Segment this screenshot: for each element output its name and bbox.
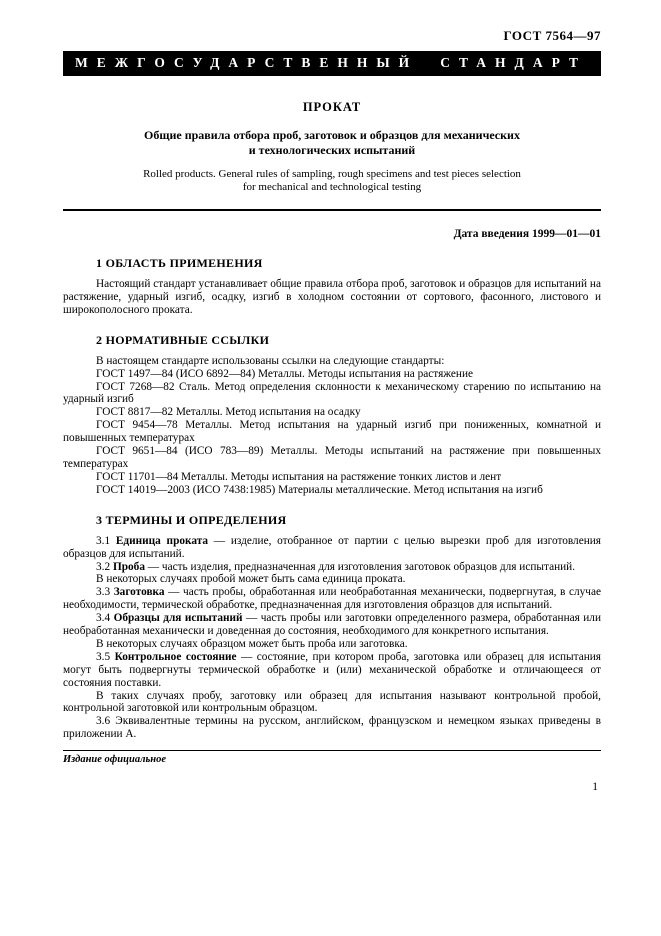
english-title-line-1: Rolled products. General rules of sampling, rough specimens and test pieces selection (143, 168, 521, 180)
term-name: Образцы для испытаний (113, 612, 243, 625)
term-definition: — часть пробы или заготовки определенного размера, обработанная или необработанная механически и доведенная до состояния, необходимого для конкретного испытания. (63, 612, 601, 638)
term-paragraph-3-6: 3.6 Эквивалентные термины на русском, английском, французском и немецком языках приведены в приложении А. (63, 715, 601, 741)
reference-item: ГОСТ 7268—82 Сталь. Метод определения склонности к механическому старению по испытанию на ударный изгиб (63, 380, 601, 406)
page-number: 1 (592, 781, 598, 794)
term-name: Заготовка (113, 586, 165, 599)
header-divider (63, 209, 601, 211)
document-title: ПРОКАТ (302, 100, 362, 114)
subtitle-line-1: Общие правила отбора проб, заготовок и образцов для механических (144, 128, 520, 142)
term-paragraph-3-3 (63, 586, 601, 612)
term-name: Проба (112, 560, 145, 573)
reference-item: ГОСТ 14019—2003 (ИСО 7438:1985) Материалы металлические. Метод испытания на изгиб (96, 483, 543, 496)
section-1-heading: 1 ОБЛАСТЬ ПРИМЕНЕНИЯ (96, 256, 263, 270)
english-title (63, 168, 601, 194)
term-note: В таких случаях пробу, заготовку или образец для испытания называют контрольной пробой, контрольной заготовкой или контрольным образцом. (63, 689, 601, 715)
banner-word-1: МЕЖГОСУДАРСТВЕННЫЙ (75, 55, 419, 70)
section-2-intro: В настоящем стандарте использованы ссылки на следующие стандарты: (96, 354, 445, 367)
term-paragraph-3-5 (63, 651, 601, 690)
term-number: 3.5 (96, 650, 115, 663)
standard-banner (63, 51, 601, 76)
reference-item: ГОСТ 9454—78 Металлы. Метод испытания на ударный изгиб при пониженных, комнатной и повышенных температурах (63, 419, 601, 445)
term-number: 3.1 (96, 534, 116, 547)
term-definition: — состояние, при котором проба, заготовка или образец для испытания могут быть подвергнуты термической обработке и (или) механической обработке и отличающееся от состояния поставки. (63, 650, 601, 689)
term-name: Контрольное состояние (114, 650, 237, 663)
page-footer (63, 750, 601, 765)
reference-item: ГОСТ 1497—84 (ИСО 6892—84) Металлы. Методы испытания на растяжение (96, 367, 474, 380)
term-paragraph-3-1 (63, 535, 601, 561)
section-1-paragraph: Настоящий стандарт устанавливает общие правила отбора проб, заготовок и образцов для испытаний на растяжение, ударный изгиб, осадку, изгиб в холодном состоянии от сортового, фасонного, листового и широкополосного проката. (63, 278, 601, 316)
official-edition-note: Издание официальное (63, 754, 167, 766)
term-note: В некоторых случаях образцом может быть проба или заготовка. (96, 637, 408, 650)
english-title-line-2: for mechanical and technological testing (242, 181, 422, 193)
term-note: В некоторых случаях пробой может быть сама единица проката. (96, 573, 406, 586)
term-paragraph-3-2 (63, 561, 601, 574)
reference-item: ГОСТ 8817—82 Металлы. Метод испытания на осадку (96, 406, 361, 419)
term-definition: — часть изделия, предназначенная для изготовления заготовок образцов для испытаний. (144, 560, 576, 573)
reference-item: ГОСТ 11701—84 Металлы. Методы испытания на растяжение тонких листов и лент (96, 470, 502, 483)
subtitle-line-2: и технологических испытаний (248, 143, 416, 157)
term-definition: — изделие, отобранное от партии с целью вырезки проб для изготовления образцов для испытаний. (63, 534, 601, 560)
section-3-heading: 3 ТЕРМИНЫ И ОПРЕДЕЛЕНИЯ (96, 512, 287, 527)
section-2-heading: 2 НОРМАТИВНЫЕ ССЫЛКИ (96, 332, 270, 347)
term-number: 3.4 (96, 612, 114, 625)
term-number: 3.2 (96, 560, 113, 573)
doc-number: ГОСТ 7564—97 (503, 28, 601, 43)
term-name: Единица проката (115, 534, 209, 547)
reference-item: ГОСТ 9651—84 (ИСО 783—89) Металлы. Методы испытаний на растяжение при повышенных температурах (63, 445, 601, 470)
term-number: 3.3 (96, 586, 114, 599)
introduction-date: Дата введения 1999—01—01 (453, 228, 601, 240)
term-paragraph-3-4 (63, 612, 601, 638)
term-definition: — часть пробы, обработанная или необработанная механически, подвергнутая, в случае необходимости, термической обработке, предназначенная для изготовления образцов для испытаний. (63, 586, 601, 612)
banner-word-2: СТАНДАРТ (440, 55, 587, 70)
document-subtitle (63, 128, 601, 158)
